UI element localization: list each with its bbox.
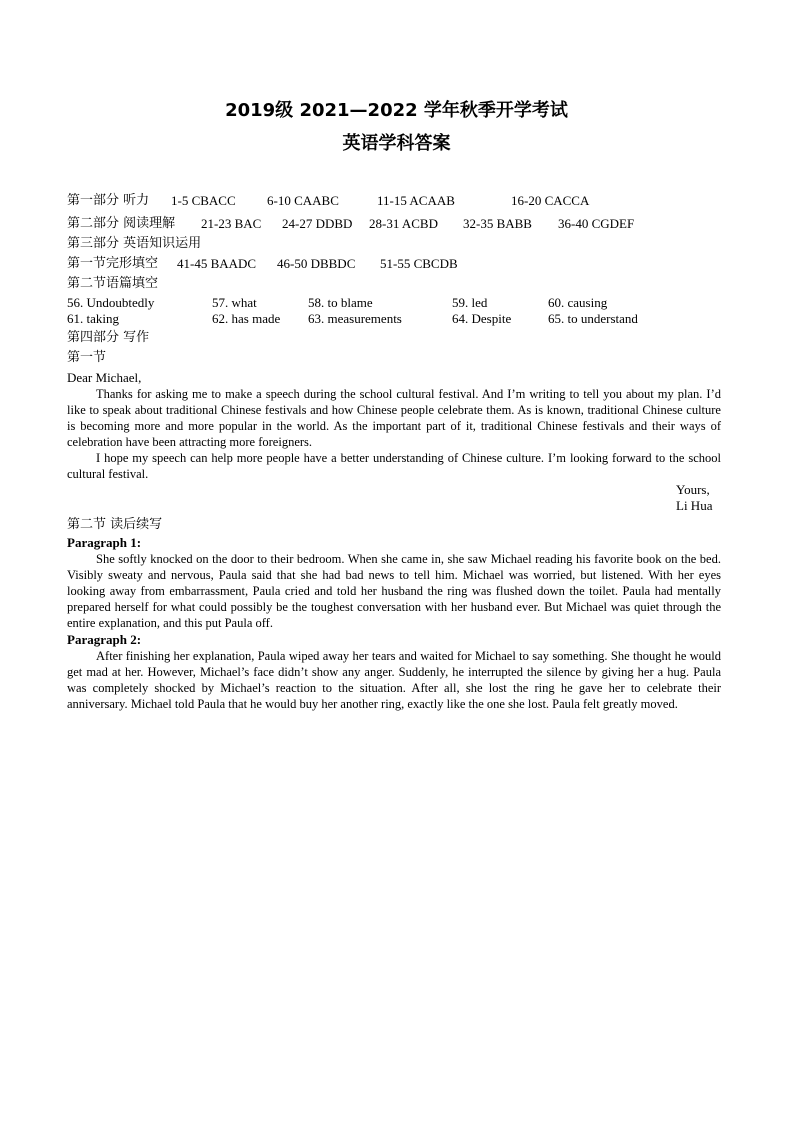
- part1-group: 16-20 CACCA: [511, 193, 590, 208]
- part4-label: 第四部分 写作: [67, 330, 150, 345]
- part1-group: 11-15 ACAAB: [377, 193, 455, 208]
- part1-group: 1-5 CBACC: [171, 193, 236, 208]
- fill-answer: 61. taking: [67, 311, 119, 326]
- part1-group: 6-10 CAABC: [267, 193, 339, 208]
- continuation-paragraph-1: She softly knocked on the door to their bedroom. When she came in, she saw Michael reading his favorite book on the bed. Visibly sweaty and nervous, Paula said that she had bad news to tell him. Michael was worried, but listened. With her eyes looking away from embarrassment, Paula cried and told her husband the ring was flushed down the toilet. Paula had mentally prepared herself for what could possibly be the toughest conversation with her husband ever. But Michael was quiet through the entire explanation, and this put Paula off.: [67, 552, 721, 630]
- page-title: 2019级 2021—2022 学年秋季开学考试: [225, 100, 568, 121]
- part1-label: 第一部分 听力: [67, 193, 150, 208]
- section2-label: 第二节语篇填空: [67, 276, 159, 291]
- fill-answer: 65. to understand: [548, 311, 638, 326]
- page-subtitle: 英语学科答案: [342, 133, 451, 154]
- letter-greeting: Dear Michael,: [67, 370, 142, 385]
- part3-label: 第三部分 英语知识运用: [67, 236, 202, 251]
- letter-signature: Li Hua: [676, 498, 713, 513]
- section1-label: 第一节完形填空: [67, 256, 159, 271]
- part2-group: 21-23 BAC: [201, 216, 262, 231]
- letter-paragraph: Thanks for asking me to make a speech during the school cultural festival. And I’m writing to tell you about my plan. I’d like to speak about traditional Chinese festivals and how Chinese people celebrate them. As is known, traditional Chinese culture is becoming more and more popular in the world. As the important part of it, traditional Chinese festivals and their ways of celebration have been attracting more foreigners.: [67, 387, 721, 449]
- letter-closing: Yours,: [676, 482, 710, 497]
- fill-answer: 63. measurements: [308, 311, 402, 326]
- fill-answer: 60. causing: [548, 295, 608, 310]
- writing1-label: 第一节: [67, 350, 107, 365]
- part2-group: 32-35 BABB: [463, 216, 532, 231]
- writing2-label: 第二节 读后续写: [67, 517, 163, 532]
- part2-group: 28-31 ACBD: [369, 216, 438, 231]
- part2-group: 24-27 DDBD: [282, 216, 353, 231]
- continuation-paragraph-2: After finishing her explanation, Paula wiped away her tears and waited for Michael to say something. She thought he would get mad at her. However, Michael’s face didn’t show any anger. Suddenly, he interrupted the silence by giving her a hug. Paula was completely shocked by Michael’s reaction to the situation. After all, she lost the ring he gave her to celebrate their anniversary. Michael told Paula that he would buy her another ring, exactly like the one she lost. Paula felt greatly moved.: [67, 649, 721, 711]
- fill-answer: 64. Despite: [452, 311, 512, 326]
- fill-answer: 58. to blame: [308, 295, 373, 310]
- fill-answer: 56. Undoubtedly: [67, 295, 155, 310]
- section1-group: 41-45 BAADC: [177, 256, 257, 271]
- paragraph2-heading: Paragraph 2:: [67, 632, 142, 647]
- section1-group: 51-55 CBCDB: [380, 256, 458, 271]
- fill-answer: 57. what: [212, 295, 257, 310]
- fill-answer: 62. has made: [212, 311, 281, 326]
- letter-paragraph: I hope my speech can help more people have a better understanding of Chinese culture. I’m looking forward to the school cultural festival.: [67, 451, 721, 481]
- part2-label: 第二部分 阅读理解: [67, 216, 176, 231]
- section1-group: 46-50 DBBDC: [277, 256, 356, 271]
- part2-group: 36-40 CGDEF: [558, 216, 635, 231]
- fill-answer: 59. led: [452, 295, 488, 310]
- paragraph1-heading: Paragraph 1:: [67, 535, 142, 550]
